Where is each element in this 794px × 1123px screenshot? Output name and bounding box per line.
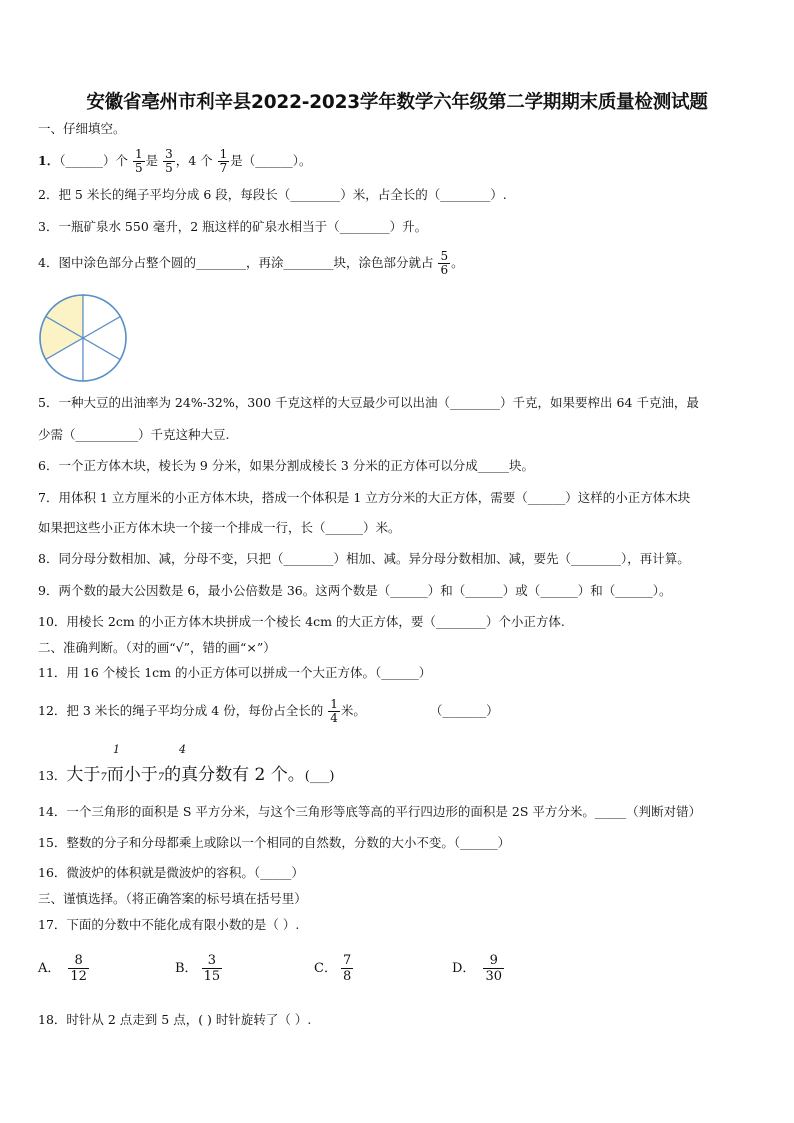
q1-text-c: ，4 个: [175, 153, 213, 168]
question-5-line-2: 少需（__________）千克这种大豆.: [38, 427, 230, 442]
question-4: [38, 250, 464, 277]
question-7-line-1: 7．用体积 1 立方厘米的小正方体木块，搭成一个体积是 1 立方分米的大正方体，需要（______）这样的小正方体木块: [38, 490, 691, 505]
question-9: 9．两个数的最大公因数是 6，最小公倍数是 36。这两个数是（______）和（______）或（______）和（______）。: [38, 583, 672, 598]
q4-text: 4．图中涂色部分占整个圆的________，再涂________块，涂色部分就占: [38, 255, 434, 270]
question-10: 10．用棱长 2cm 的小正方体木块拼成一个棱长 4cm 的大正方体，要（________）个小正方体.: [38, 614, 565, 629]
question-5-line-1: 5．一种大豆的出油率为 24%-32%，300 千克这样的大豆最少可以出油（________）千克，如果要榨出 64 千克油，最: [38, 395, 699, 410]
q4-fraction: $\frac{5}{6}$: [440, 249, 449, 277]
q1-fraction-2: $\frac{3}{5}$: [165, 147, 173, 175]
q12-text-end: 米。: [340, 703, 366, 718]
question-1: [38, 148, 312, 175]
q13-number: 13．: [38, 768, 67, 783]
q17-option-d: D． $\frac{9}{30}$: [452, 953, 502, 984]
q17-option-b: B． $\frac{3}{15}$: [175, 953, 221, 984]
question-11: 11．用 16 个棱长 1cm 的小正方体可以拼成一个大正方体。（______）: [38, 665, 432, 680]
q1-text-b: 是: [145, 153, 159, 168]
question-15: 15．整数的分子和分母都乘上或除以一个相同的自然数，分数的大小不变。（______）: [38, 835, 511, 850]
question-7-line-2: 如果把这些小正方体木块一个接一个排成一行，长（______）米。: [38, 520, 401, 535]
pie-circle-diagram: [37, 292, 129, 384]
page-title: 安徽省亳州市利辛县2022-2023学年数学六年级第二学期期末质量检测试题: [86, 92, 708, 113]
question-8: 8．同分母分数相加、减，分母不变，只把（________）相加、减。异分母分数相加、减，要先（________），再计算。: [38, 551, 690, 566]
q13-fraction-1-numerator: 1: [113, 743, 120, 756]
question-2: 2．把 5 米长的绳子平均分成 6 段，每段长（________）米，占全长的（________）.: [38, 187, 507, 202]
q13-answer-blank: (___): [304, 769, 335, 784]
question-3: 3．一瓶矿泉水 550 毫升，2 瓶这样的矿泉水相当于（________）升。: [38, 219, 428, 234]
q13-fraction-2-numerator: 4: [179, 743, 186, 756]
question-6: 6．一个正方体木块，棱长为 9 分米，如果分割成棱长 3 分米的正方体可以分成_____块。: [38, 458, 535, 473]
q12-fraction: $\frac{1}{4}$: [330, 697, 338, 725]
q12-answer-blank: （_______）: [429, 703, 499, 718]
q1-fraction-3: $\frac{1}{7}$: [219, 147, 228, 175]
question-14: 14．一个三角形的面积是 S 平方分米，与这个三角形等底等高的平行四边形的面积是 2S 平方分米。_____（判断对错）: [38, 804, 702, 819]
question-16: 16．微波炉的体积就是微波炉的容积。（_____）: [38, 865, 304, 880]
q13-fraction-2-denominator: 7: [157, 772, 165, 783]
question-17: 17．下面的分数中不能化成有限小数的是（ ）.: [38, 917, 300, 932]
q17-option-a: A． $\frac{8}{12}$: [38, 953, 87, 984]
q13-text-b: 而小于: [106, 765, 158, 785]
q1-text-d: 是（______）。: [230, 153, 312, 168]
q17-option-c: C． $\frac{7}{8}$: [314, 953, 352, 984]
q1-fraction-1: $\frac{1}{5}$: [134, 147, 143, 175]
q4-text-end: 。: [451, 255, 464, 270]
question-13: [38, 764, 334, 789]
q13-text-a: 大于: [66, 765, 101, 785]
section-3-heading: 三、谨慎选择。（将正确答案的标号填在括号里）: [38, 891, 307, 906]
q13-text-c: 的真分数有 2 个。: [164, 765, 305, 785]
q1-text-a: （______）个: [59, 153, 128, 168]
section-1-heading: 一、仔细填空。: [38, 121, 126, 136]
section-2-heading: 二、准确判断。（对的画“√”，错的画“×”）: [38, 640, 276, 655]
q1-number: 1．: [38, 153, 60, 168]
q12-text: 12．把 3 米长的绳子平均分成 4 份，每份占全长的: [38, 703, 324, 718]
question-12: [38, 698, 499, 725]
q13-fraction-1-denominator: 7: [100, 772, 107, 783]
question-18: 18．时针从 2 点走到 5 点，( ) 时针旋转了（ ）.: [38, 1012, 312, 1027]
